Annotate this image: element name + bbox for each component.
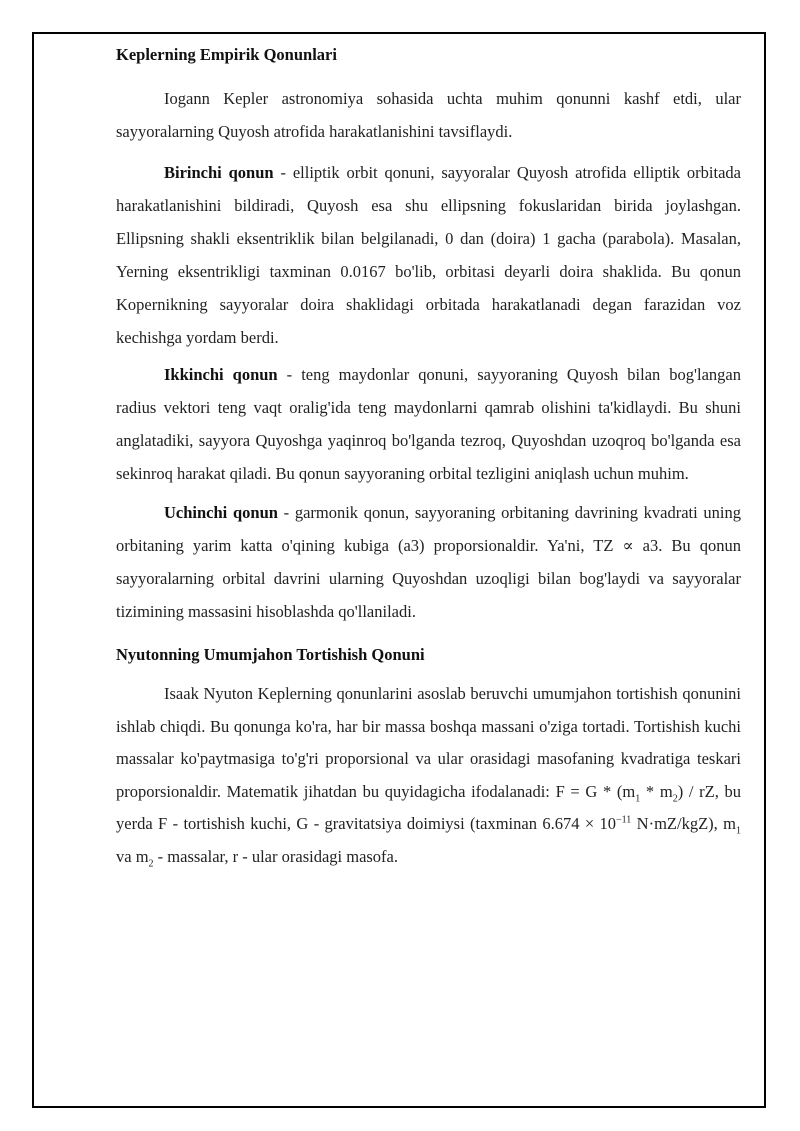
newton-text-d: N·mZ/kgZ), m	[631, 814, 736, 833]
newton-text-f: - massalar, r - ular orasidagi masofa.	[153, 846, 399, 866]
third-law-text: - garmonik qonun, sayyoraning orbitaning davrining kvadrati uning orbitaning yarim katta o'qining kubiga (a3) proporsionaldir. Ya'ni, TZ ∝ a3. Bu qonun sayyoralarning orbital davrini ularning Quyoshdan uzoqligi bilan bog'laydi va sayyoralar tizimining massasini hisoblashda qo'llaniladi.	[116, 503, 741, 621]
second-law-title: Ikkinchi qonun	[164, 365, 278, 384]
paragraph-third-law	[116, 496, 741, 628]
newton-text-b: * m	[640, 781, 673, 801]
paragraph-newton	[116, 678, 741, 873]
subscript-2: 2	[672, 792, 678, 804]
document-body	[116, 42, 741, 873]
section-heading-newton: Nyutonning Umumjahon Tortishish Qonuni	[116, 645, 425, 664]
section-heading-kepler: Keplerning Empirik Qonunlari	[116, 45, 337, 64]
newton-text-a: Isaak Nyuton Keplerning qonunlarini asoslab beruvchi umumjahon tortishish qonunini ishlab chiqdi. Bu qonunga ko'ra, har bir massa boshqa massani o'ziga tortadi. Tortishish kuchi massalar ko'paytmasiga to'g'ri proporsional va ular orasidagi masofaning kvadratiga teskari proporsionaldir. Matematik jihatdan bu quyidagicha ifodalanadi: F = G * (m	[116, 684, 741, 801]
first-law-title: Birinchi qonun	[164, 163, 274, 182]
third-law-title: Uchinchi qonun	[164, 503, 278, 522]
first-law-text: - elliptik orbit qonuni, sayyoralar Quyosh atrofida elliptik orbitada harakatlanishini bildiradi, Quyosh esa shu ellipsning fokuslaridan birida joylashgan. Ellipsning shakli eksentriklik bilan belgilanadi, 0 dan (doira) 1 gacha (parabola). Masalan, Yerning eksentrikligi taxminan 0.0167 bo'lib, orbitasi deyarli doira shaklida. Bu qonun Kopernikning sayyoralar doira shaklidagi orbitada harakatlanadi degan farazidan voz kechishga yordam berdi.	[116, 163, 741, 347]
superscript-exponent: −11	[616, 814, 632, 826]
paragraph-intro: Iogann Kepler astronomiya sohasida uchta muhim qonunni kashf etdi, ular sayyoralarning Quyosh atrofida harakatlanishini tavsiflaydi.	[116, 89, 741, 141]
paragraph-first-law	[116, 156, 741, 354]
subscript-3: 1	[735, 825, 741, 837]
subscript-1: 1	[635, 792, 641, 804]
paragraph-second-law	[116, 358, 741, 490]
newton-text-c: ) / rZ, bu yerda F - tortishish kuchi, G - gravitatsiya doimiysi (taxminan 6.674 × 10	[116, 781, 741, 833]
subscript-4: 2	[148, 857, 154, 869]
newton-text-e: va m	[116, 846, 149, 866]
second-law-text: - teng maydonlar qonuni, sayyoraning Quyosh bilan bog'langan radius vektori teng vaqt oralig'ida teng maydonlarni qamrab olishini ta'kidlaydi. Bu shuni anglatadiki, sayyora Quyoshga yaqinroq bo'lganda tezroq, Quyoshdan uzoqroq bo'lganda esa sekinroq harakat qiladi. Bu qonun sayyoraning orbital tezligini aniqlash uchun muhim.	[116, 365, 742, 483]
